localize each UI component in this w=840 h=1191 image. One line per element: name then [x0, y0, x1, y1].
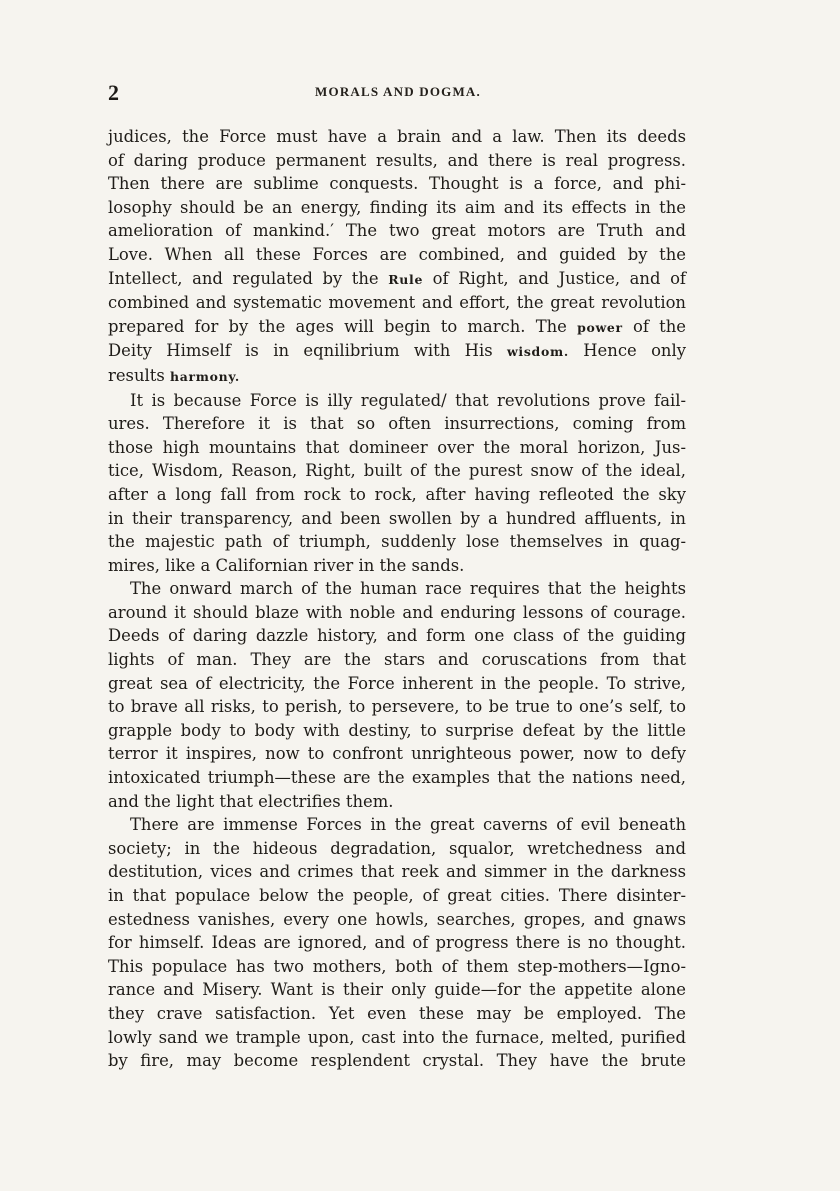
text-line: lowly sand we trample upon, cast into the furnace, melted, purified — [108, 1027, 686, 1047]
text-line: Deeds of daring dazzle history, and form one class of the guiding — [108, 626, 686, 646]
text-line: after a long fall from rock to rock, after having refleoted the sky — [108, 484, 686, 504]
text-line: mires, like a Californian river in the sands. — [108, 555, 465, 575]
running-head: MORALS AND DOGMA. — [315, 84, 481, 99]
small-caps-wisdom: wisdom. — [507, 344, 569, 360]
text-run: results — [108, 365, 170, 385]
text-line: the majestic path of triumph, suddenly lose themselves in quag- — [108, 532, 686, 552]
text-line: Love. When all these Forces are combined, and guided by the — [108, 244, 686, 264]
text-line: in their transparency, and been swollen by a hundred affluents, in — [108, 508, 686, 528]
text-line: in that populace below the people, of great cities. There disinter- — [108, 886, 686, 905]
text-line: Then there are sublime conquests. Thought is a force, and phi- — [108, 174, 686, 194]
text-line: they crave satisfaction. Yet even these may be employed. The — [108, 1003, 686, 1023]
page-header — [108, 80, 688, 106]
text-line: rance and Misery. Want is their only guide—for the appetite alone — [108, 980, 686, 1000]
text-line — [108, 267, 686, 292]
text-line: judices, the Force must have a brain and a law. Then its deeds — [108, 127, 686, 146]
body-text — [108, 125, 686, 1073]
text-line: It is because Force is illy regulated/ that revolutions prove fail- — [130, 390, 686, 410]
small-caps-power: power — [577, 319, 623, 335]
text-run: Deity Himself is in eqnilibrium with His — [108, 341, 507, 361]
text-line: destitution, vices and crimes that reek and simmer in the darkness — [108, 862, 686, 882]
text-line: grapple body to body with destiny, to surprise defeat by the little — [108, 720, 686, 740]
text-line: for himself. Ideas are ignored, and of progress there is no thought. — [108, 933, 686, 953]
text-line: There are immense Forces in the great caverns of evil beneath — [130, 815, 686, 835]
text-line: tice, Wisdom, Reason, Right, built of the purest snow of the ideal, — [108, 461, 686, 481]
text-run: of Right, and Justice, and of — [423, 268, 687, 288]
text-line: and the light that electrifies them. — [108, 791, 394, 811]
text-line: intoxicated triumph—these are the examples that the nations need, — [108, 768, 686, 788]
small-caps-harmony: harmony. — [169, 368, 240, 384]
text-line — [108, 339, 686, 364]
small-caps-rule: Rule — [388, 271, 424, 287]
text-run: Intellect, and regulated by the — [108, 268, 389, 288]
text-line: lights of man. They are the stars and coruscations from that — [108, 650, 686, 670]
text-line: amelioration of mankind.′ The two great motors are Truth and — [108, 221, 686, 241]
text-run: Hence only — [568, 341, 686, 361]
text-line: losophy should be an energy, finding its aim and its effects in the — [108, 197, 686, 217]
paragraph-4 — [108, 813, 686, 1073]
text-line: terror it inspires, now to confront unrighteous power, now to defy — [108, 744, 686, 764]
text-line: combined and systematic movement and effort, the great revolution — [108, 293, 686, 313]
paragraph-3 — [108, 577, 686, 813]
text-line: to brave all risks, to perish, to persevere, to be true to one’s self, to — [108, 697, 686, 717]
text-line: This populace has two mothers, both of them step-mothers—Igno- — [108, 956, 686, 976]
paragraph-1 — [108, 125, 686, 389]
text-line: by fire, may become resplendent crystal. They have the brute — [108, 1051, 686, 1071]
text-line: around it should blaze with noble and enduring lessons of courage. — [108, 602, 686, 622]
text-line: of daring produce permanent results, and there is real progress. — [108, 150, 686, 170]
paragraph-2 — [108, 389, 686, 578]
text-run: of the — [622, 316, 686, 336]
text-line — [108, 315, 686, 340]
text-line: estedness vanishes, every one howls, searches, gropes, and gnaws — [108, 909, 686, 929]
text-line: ures. Therefore it is that so often insurrections, coming from — [108, 414, 686, 434]
text-line: great sea of electricity, the Force inherent in the people. To strive, — [108, 673, 686, 693]
page-number: 2 — [108, 80, 119, 105]
text-line: those high mountains that domineer over the moral horizon, Jus- — [108, 437, 686, 457]
text-run: prepared for by the ages will begin to march. The — [108, 316, 578, 336]
text-line — [108, 364, 686, 389]
text-line: society; in the hideous degradation, squalor, wretchedness and — [108, 838, 686, 858]
text-line: The onward march of the human race requires that the heights — [130, 579, 686, 599]
